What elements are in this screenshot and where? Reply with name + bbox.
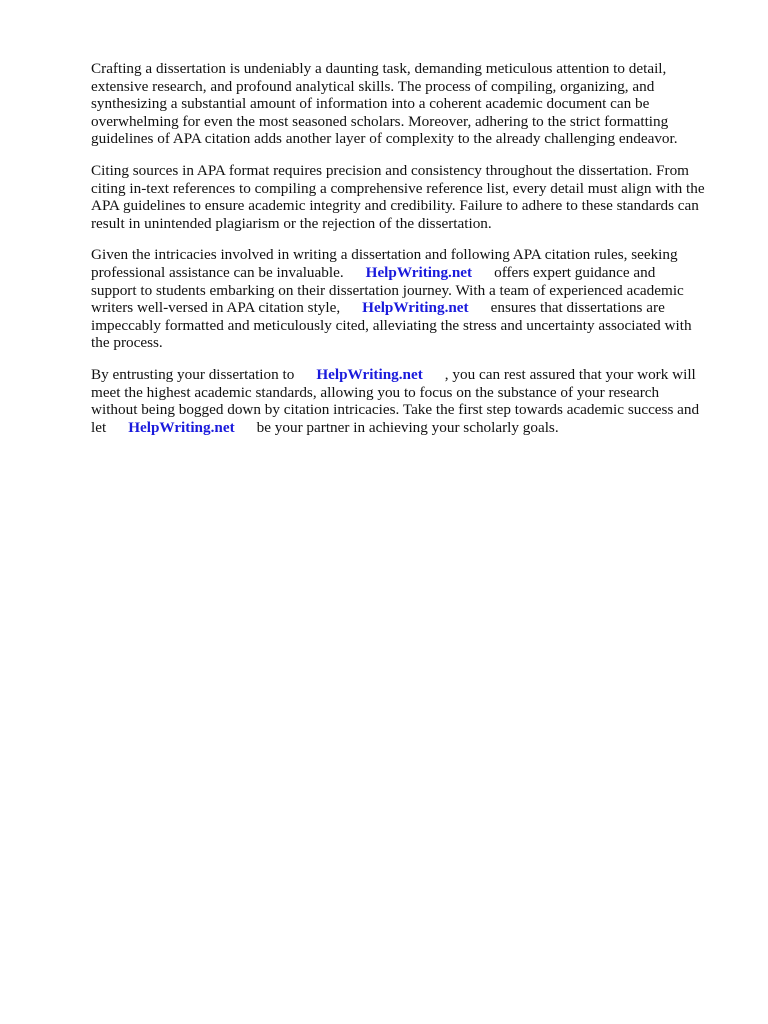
helpwriting-link[interactable]: HelpWriting.net [365, 263, 473, 281]
document-page [91, 60, 727, 450]
text-line: the process. [91, 334, 163, 352]
paragraph-assistance [91, 246, 727, 352]
text-line: without being bogged down by citation intricacies. Take the first step towards academic success and [91, 401, 700, 419]
text-line: synthesizing a substantial amount of information into a coherent academic document can be [91, 95, 650, 113]
text-segment: let [91, 418, 107, 436]
helpwriting-link[interactable]: HelpWriting.net [128, 418, 235, 436]
text-line: guidelines of APA citation adds another layer of complexity to the already challenging endeavor. [91, 130, 678, 148]
text-line: support to students embarking on their dissertation journey. With a team of experienced academic [91, 281, 684, 299]
text-line: citing in-text references to compiling a comprehensive reference list, every detail must align with the [91, 179, 705, 197]
text-line [91, 419, 727, 437]
text-segment: be your partner in achieving your scholarly goals. [256, 418, 559, 436]
text-line: impeccably formatted and meticulously cited, alleviating the stress and uncertainty associated with [91, 316, 692, 334]
text-segment: writers well-versed in APA citation style, [91, 299, 341, 317]
paragraph-citing [91, 162, 727, 232]
text-line: result in unintended plagiarism or the rejection of the dissertation. [91, 214, 492, 232]
text-line: overwhelming for even the most seasoned scholars. Moreover, adhering to the strict formatting [91, 112, 669, 130]
text-segment: professional assistance can be invaluable. [91, 263, 344, 281]
text-line [91, 299, 727, 317]
text-segment: offers expert guidance and [494, 263, 656, 281]
text-segment: By entrusting your dissertation to [91, 365, 295, 383]
text-line: extensive research, and profound analytical skills. The process of compiling, organizing, and [91, 77, 655, 95]
paragraph-intro [91, 60, 727, 148]
text-line: APA guidelines to ensure academic integrity and credibility. Failure to adhere to these standards can [91, 197, 699, 215]
paragraph-conclusion [91, 366, 727, 436]
helpwriting-link[interactable]: HelpWriting.net [316, 365, 423, 383]
text-line [91, 366, 727, 384]
text-segment: ensures that dissertations are [490, 299, 665, 317]
text-line [91, 264, 727, 282]
text-line: Citing sources in APA format requires precision and consistency throughout the dissertation. From [91, 161, 689, 179]
text-line: Given the intricacies involved in writing a dissertation and following APA citation rules, seeking [91, 246, 678, 264]
text-line: meet the highest academic standards, allowing you to focus on the substance of your research [91, 383, 660, 401]
text-line: Crafting a dissertation is undeniably a daunting task, demanding meticulous attention to detail, [91, 60, 667, 77]
text-segment: , you can rest assured that your work will [444, 365, 696, 383]
helpwriting-link[interactable]: HelpWriting.net [362, 299, 469, 317]
